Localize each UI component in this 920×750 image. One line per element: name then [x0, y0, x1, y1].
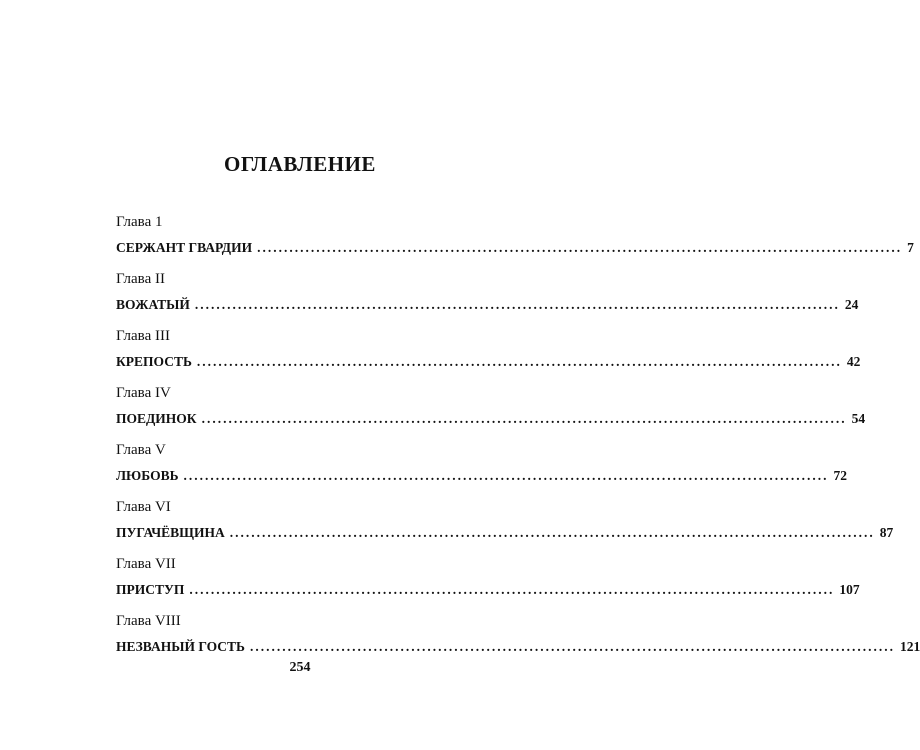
toc-entry: [116, 437, 848, 494]
chapter-label: Глава VIII: [116, 613, 181, 629]
chapter-title-row[interactable]: [116, 235, 914, 261]
chapter-title: КРЕПОСТЬ: [116, 354, 192, 369]
chapter-title-row[interactable]: [116, 520, 894, 546]
dot-leader: ........................................................................................................................: [201, 411, 847, 426]
toc-entry: [116, 209, 914, 266]
page-number: 87: [879, 525, 894, 540]
chapter-title: ПОЕДИНОК: [116, 411, 197, 426]
chapter-title-row[interactable]: [116, 577, 860, 603]
dot-leader: ........................................................................................................................: [196, 354, 842, 369]
chapter-title: СЕРЖАНТ ГВАРДИИ: [116, 240, 253, 255]
chapter-title-row[interactable]: [116, 463, 848, 489]
chapter-title: ЛЮБОВЬ: [116, 468, 179, 483]
toc-entry: [116, 266, 859, 323]
chapter-label: Глава II: [116, 271, 165, 287]
page-number: 121: [899, 639, 920, 654]
dot-leader: ........................................................................................................................: [249, 639, 895, 654]
chapter-label: Глава IV: [116, 385, 171, 401]
chapter-title: НЕЗВАНЫЙ ГОСТЬ: [116, 639, 245, 654]
page-number: 42: [846, 354, 861, 369]
table-of-contents: [116, 209, 920, 665]
chapter-title: ПРИСТУП: [116, 582, 185, 597]
chapter-label: Глава 1: [116, 214, 163, 230]
page-number: 72: [833, 468, 848, 483]
page-number: 107: [839, 582, 860, 597]
dot-leader: ........................................................................................................................: [189, 582, 835, 597]
dot-leader: ........................................................................................................................: [194, 297, 840, 312]
page-number: 24: [844, 297, 859, 312]
page-folio-number: 254: [289, 660, 311, 675]
chapter-label: Глава VII: [116, 556, 176, 572]
toc-entry: [116, 323, 861, 380]
chapter-label: Глава V: [116, 442, 166, 458]
chapter-label: Глава III: [116, 328, 170, 344]
chapter-title: ВОЖАТЫЙ: [116, 297, 190, 312]
chapter-title-row[interactable]: [116, 406, 866, 432]
chapter-title-row[interactable]: [116, 292, 859, 318]
toc-entry: [116, 494, 894, 551]
chapter-title: ПУГАЧЁВЩИНА: [116, 525, 225, 540]
page-number: 54: [851, 411, 866, 426]
toc-entry: [116, 608, 920, 665]
dot-leader: ........................................................................................................................: [183, 468, 829, 483]
chapter-title-row[interactable]: [116, 349, 861, 375]
chapter-title-row[interactable]: [116, 634, 920, 660]
dot-leader: ........................................................................................................................: [229, 525, 875, 540]
page-number: 7: [907, 240, 914, 255]
page-title: ОГЛАВЛЕНИЕ: [224, 152, 376, 176]
toc-entry: [116, 380, 866, 437]
dot-leader: ........................................................................................................................: [257, 240, 903, 255]
toc-entry: [116, 551, 860, 608]
chapter-label: Глава VI: [116, 499, 171, 515]
